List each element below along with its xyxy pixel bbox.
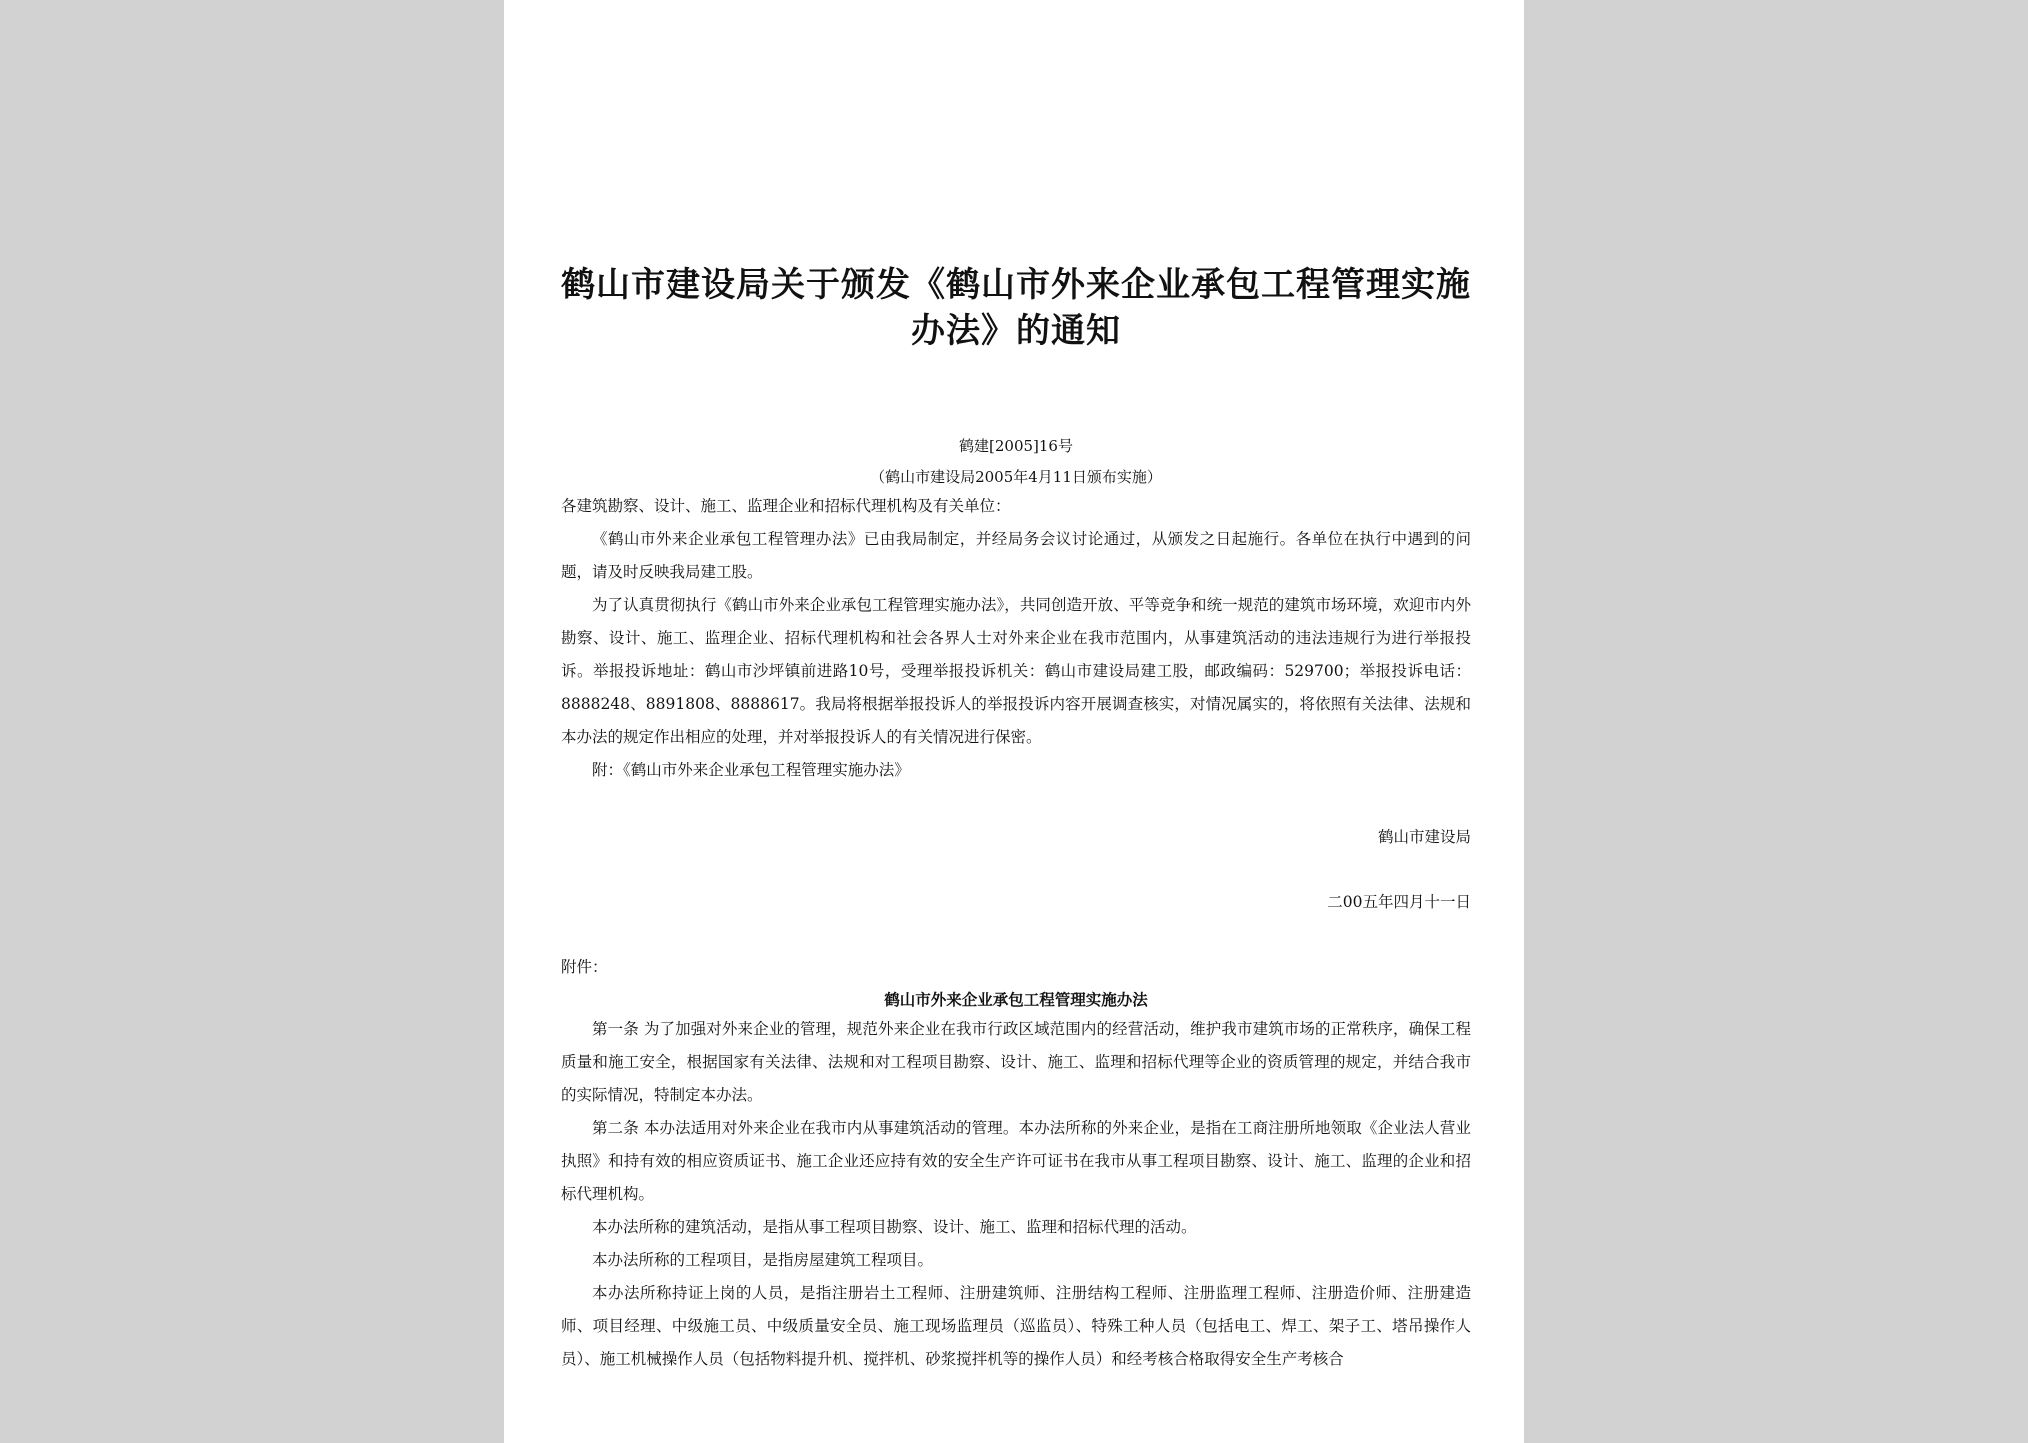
salutation: 各建筑勘察、设计、施工、监理企业和招标代理机构及有关单位：	[561, 497, 1011, 515]
issue-date: 二00五年四月十一日	[1327, 893, 1471, 911]
definition-certified-personnel: 本办法所称持证上岗的人员，是指注册岩土工程师、注册建筑师、注册结构工程师、注册监理工程师、注册造价师、注册建造师、项目经理、中级施工员、中级质量安全员、施工现场监理员（巡监员）、特殊工种人员（包括电工、焊工、架子工、塔吊操作人员）、施工机械操作人员（包括物料提升机、搅拌机、砂浆搅拌机等的操作人员）和经考核合格取得安全生产考核合	[561, 1284, 1471, 1368]
body-paragraph-2: 为了认真贯彻执行《鹤山市外来企业承包工程管理实施办法》，共同创造开放、平等竞争和统一规范的建筑市场环境，欢迎市内外勘察、设计、施工、监理企业、招标代理机构和社会各界人士对外来企业在我市范围内，从事建筑活动的违法违规行为进行举报投诉。举报投诉地址：鹤山市沙坪镇前进路10号，受理举报投诉机关：鹤山市建设局建工股，邮政编码：529700；举报投诉电话：8888248、8891808、8888617。我局将根据举报投诉人的举报投诉内容开展调查核实，对情况属实的，将依照有关法律、法规和本办法的规定作出相应的处理，并对举报投诉人的有关情况进行保密。	[561, 596, 1471, 746]
attachment-reference: 附：《鹤山市外来企业承包工程管理实施办法》	[592, 761, 910, 779]
document-content	[561, 262, 1471, 1376]
issued-note: （鹤山市建设局2005年4月11日颁布实施）	[870, 468, 1162, 486]
signer: 鹤山市建设局	[1377, 828, 1471, 846]
document-page	[504, 0, 1524, 1443]
article-2: 第二条 本办法适用对外来企业在我市内从事建筑活动的管理。本办法所称的外来企业，是指在工商注册所地领取《企业法人营业执照》和持有效的相应资质证书、施工企业还应持有效的安全生产许可证书在我市从事工程项目勘察、设计、施工、监理的企业和招标代理机构。	[561, 1119, 1471, 1203]
document-number: 鹤建[2005]16号	[959, 437, 1073, 455]
body-paragraph-1: 《鹤山市外来企业承包工程管理办法》已由我局制定，并经局务会议讨论通过，从颁发之日起施行。各单位在执行中遇到的问题，请及时反映我局建工股。	[561, 530, 1471, 581]
definition-construction-activity: 本办法所称的建筑活动，是指从事工程项目勘察、设计、施工、监理和招标代理的活动。	[592, 1218, 1197, 1236]
attachment-label: 附件：	[561, 958, 608, 976]
document-title: 鹤山市建设局关于颁发《鹤山市外来企业承包工程管理实施办法》的通知	[561, 265, 1471, 351]
article-1: 第一条 为了加强对外来企业的管理，规范外来企业在我市行政区域范围内的经营活动，维护我市建筑市场的正常秩序，确保工程质量和施工安全，根据国家有关法律、法规和对工程项目勘察、设计、施工、监理和招标代理等企业的资质管理的规定，并结合我市的实际情况，特制定本办法。	[561, 1020, 1471, 1104]
attachment-title: 鹤山市外来企业承包工程管理实施办法	[884, 990, 1148, 1009]
definition-project: 本办法所称的工程项目，是指房屋建筑工程项目。	[592, 1251, 934, 1269]
